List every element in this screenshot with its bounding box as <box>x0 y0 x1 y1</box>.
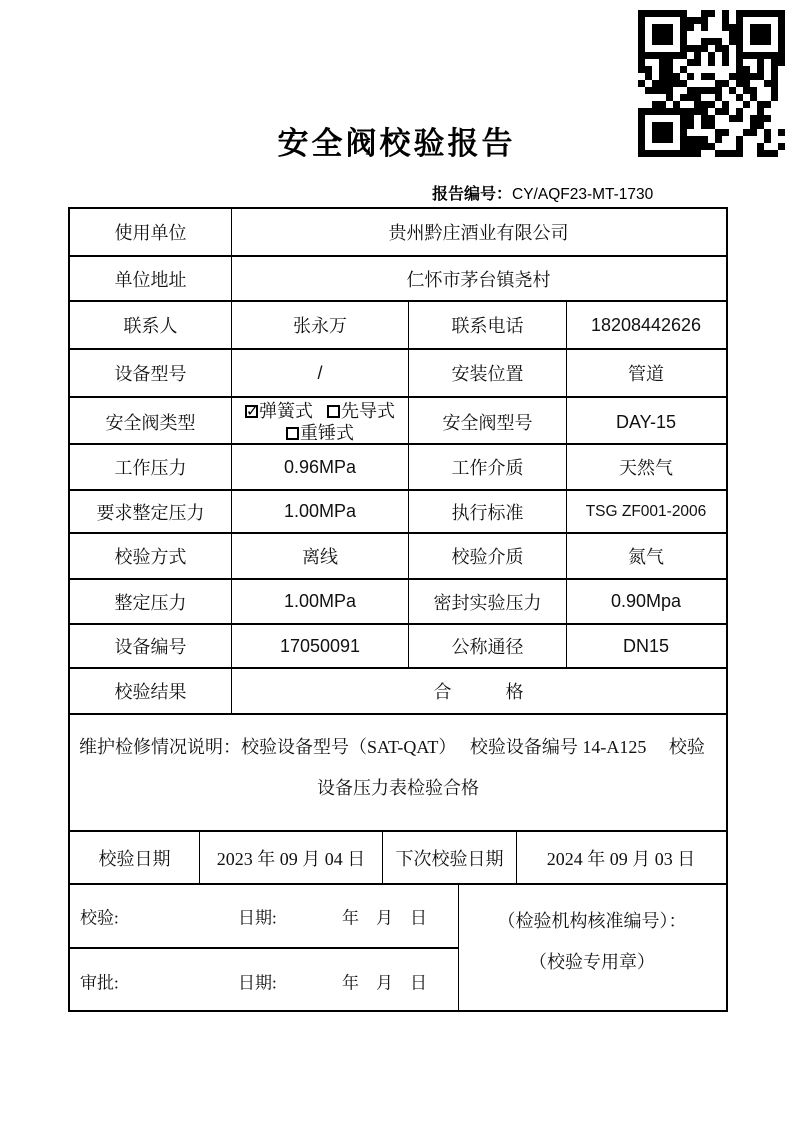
nominal-diameter-value: DN15 <box>566 625 725 667</box>
stamp-area <box>458 885 725 1012</box>
table-row-required-set-pressure <box>70 489 726 532</box>
working-medium-label: 工作介质 <box>408 445 566 489</box>
seal-test-pressure-value: 0.90Mpa <box>566 580 725 623</box>
calibration-method-label: 校验方式 <box>114 547 187 567</box>
report-number-value: CY/AQF23-MT-1730 <box>512 186 654 203</box>
checkbox-weight-type <box>286 427 299 440</box>
approver-sign-row <box>70 947 458 1012</box>
usage-unit-value: 贵州黔庄酒业有限公司 <box>231 209 725 255</box>
maintenance-note-line1: 维护检修情况说明：校验设备型号（SAT-QAT） 校验设备编号 14-A125 校验 <box>79 737 705 757</box>
valve-type-option-spring: 弹簧式 <box>259 401 313 421</box>
table-row-maintenance <box>70 713 726 830</box>
checkbox-spring-type-checked <box>245 405 258 418</box>
approval-number-label: （检验机构核准编号）： <box>497 911 687 931</box>
device-number-value: 17050091 <box>231 625 408 667</box>
calibration-method-value: 离线 <box>231 534 408 578</box>
stamp-label: （校验专用章） <box>529 952 655 972</box>
next-calibration-date-value: 2024 年 09 月 03 日 <box>516 832 725 883</box>
table-row-set-pressure <box>70 578 726 623</box>
install-position-value: 管道 <box>566 350 725 396</box>
table-row-valve-type <box>70 396 726 443</box>
valve-type-label: 安全阀类型 <box>105 413 196 433</box>
table-row-device-number <box>70 623 726 667</box>
valve-model-value: DAY-15 <box>566 398 725 446</box>
working-pressure-value: 0.96MPa <box>231 445 408 489</box>
valve-type-line2 <box>286 422 354 444</box>
calibrator-sign-label: 校验: <box>80 908 119 928</box>
calibrator-ymd-label: 年 月 日 <box>342 908 427 928</box>
unit-address-value: 仁怀市茅台镇尧村 <box>231 257 725 300</box>
contact-phone-value: 18208442626 <box>566 302 725 348</box>
working-medium-value: 天然气 <box>566 445 725 489</box>
report-number-label: 报告编号： <box>432 186 513 203</box>
calibration-date-value: 2023 年 09 月 04 日 <box>199 832 382 883</box>
table-row-unit-address <box>70 255 726 300</box>
calibrator-sign-row <box>70 885 458 947</box>
table-row-calibration-method <box>70 532 726 578</box>
table-row-dates <box>70 830 726 883</box>
table-row-working-pressure <box>70 443 726 489</box>
valve-type-options <box>231 398 408 446</box>
calibrator-date-label: 日期: <box>238 908 277 928</box>
maintenance-note-line2: 设备压力表检验合格 <box>317 778 479 798</box>
contact-person-label: 联系人 <box>123 316 178 336</box>
approver-ymd-label: 年 月 日 <box>342 973 427 992</box>
maintenance-note <box>70 715 725 830</box>
device-model-label: 设备型号 <box>114 364 187 384</box>
approver-sign-label: 审批: <box>80 973 119 992</box>
valve-model-label: 安全阀型号 <box>408 398 566 446</box>
contact-phone-label: 联系电话 <box>408 302 566 348</box>
required-set-pressure-label: 要求整定压力 <box>96 502 205 523</box>
unit-address-label: 单位地址 <box>114 269 187 290</box>
report-number <box>432 181 653 204</box>
executive-standard-value: TSG ZF001-2006 <box>566 491 725 532</box>
device-model-value: / <box>231 350 408 396</box>
set-pressure-value: 1.00MPa <box>231 580 408 623</box>
table-row-contact <box>70 300 726 348</box>
valve-type-option-pilot: 先导式 <box>341 401 395 421</box>
usage-unit-label: 使用单位 <box>114 223 187 243</box>
table-row-usage-unit <box>70 209 726 255</box>
device-number-label: 设备编号 <box>114 637 187 657</box>
working-pressure-label: 工作压力 <box>114 458 187 478</box>
calibration-medium-label: 校验介质 <box>408 534 566 578</box>
page-title: 安全阀校验报告 <box>277 126 516 161</box>
set-pressure-label: 整定压力 <box>114 592 187 613</box>
signoff-left-area <box>70 885 458 1012</box>
calibration-report-table <box>68 207 728 1012</box>
calibration-date-label: 校验日期 <box>98 848 171 869</box>
table-row-signoff <box>70 883 726 1010</box>
valve-type-option-weight: 重锤式 <box>300 423 354 443</box>
install-position-label: 安装位置 <box>408 350 566 396</box>
nominal-diameter-label: 公称通径 <box>408 625 566 667</box>
checkbox-pilot-type <box>327 405 340 418</box>
approver-date-label: 日期: <box>238 973 277 992</box>
valve-type-line1 <box>245 400 395 422</box>
seal-test-pressure-label: 密封实验压力 <box>408 580 566 623</box>
next-calibration-date-label: 下次校验日期 <box>382 832 516 883</box>
required-set-pressure-value: 1.00MPa <box>231 491 408 532</box>
table-row-calibration-result <box>70 667 726 713</box>
table-row-device-model <box>70 348 726 396</box>
calibration-result-value: 合 格 <box>231 669 725 713</box>
calibration-result-label: 校验结果 <box>114 682 187 702</box>
calibration-medium-value: 氮气 <box>566 534 725 578</box>
executive-standard-label: 执行标准 <box>408 491 566 532</box>
contact-person-value: 张永万 <box>231 302 408 348</box>
